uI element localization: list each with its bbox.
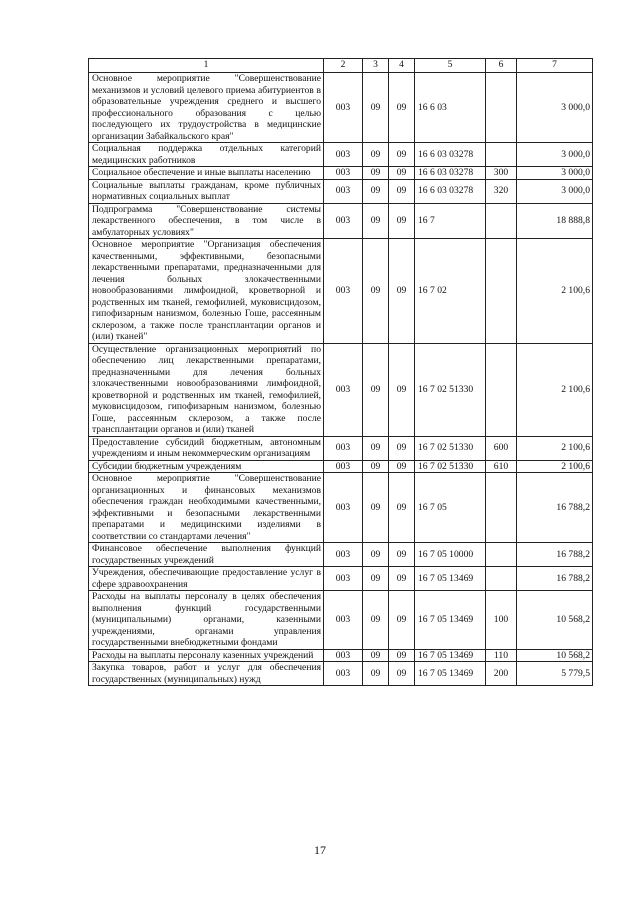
expense-type-code <box>486 543 517 567</box>
amount: 2 100,6 <box>517 460 593 473</box>
column-header-6: 6 <box>486 59 517 73</box>
section-code: 09 <box>363 179 389 203</box>
subsection-code: 09 <box>389 143 415 167</box>
row-name: Основное мероприятие "Совершенствование механизмов и условий целевого приема абитуриентов в образовательные учреждения среднего и высшего профессионального образования с целью последующего их трудоустройства в медицинские организации Забайкальского края" <box>89 73 324 143</box>
amount: 16 788,2 <box>517 567 593 591</box>
subsection-code: 09 <box>389 167 415 180</box>
section-code: 09 <box>363 203 389 239</box>
expense-type-code <box>486 73 517 143</box>
admin-code: 003 <box>324 649 363 662</box>
admin-code: 003 <box>324 179 363 203</box>
admin-code: 003 <box>324 591 363 650</box>
amount: 3 000,0 <box>517 73 593 143</box>
expense-type-code <box>486 239 517 344</box>
table-body <box>89 73 593 686</box>
column-header-5: 5 <box>415 59 486 73</box>
row-name: Финансовое обеспечение выполнения функций государственных учреждений <box>89 543 324 567</box>
expense-type-code <box>486 473 517 543</box>
target-article-code: 16 7 05 13469 <box>415 662 486 686</box>
target-article-code: 16 6 03 03278 <box>415 167 486 180</box>
section-code: 09 <box>363 543 389 567</box>
expense-type-code: 600 <box>486 436 517 460</box>
expense-type-code: 300 <box>486 167 517 180</box>
amount: 2 100,6 <box>517 436 593 460</box>
expense-type-code: 320 <box>486 179 517 203</box>
target-article-code: 16 7 05 10000 <box>415 543 486 567</box>
budget-table <box>88 58 593 686</box>
table-row <box>89 73 593 143</box>
target-article-code: 16 7 02 51330 <box>415 460 486 473</box>
target-article-code: 16 7 05 13469 <box>415 591 486 650</box>
target-article-code: 16 7 05 13469 <box>415 567 486 591</box>
expense-type-code: 200 <box>486 662 517 686</box>
subsection-code: 09 <box>389 436 415 460</box>
expense-type-code <box>486 343 517 436</box>
table-row <box>89 343 593 436</box>
subsection-code: 09 <box>389 649 415 662</box>
row-name: Предоставление субсидий бюджетным, автономным учреждениям и иным некоммерческим организациям <box>89 436 324 460</box>
section-code: 09 <box>363 143 389 167</box>
admin-code: 003 <box>324 239 363 344</box>
table-row <box>89 543 593 567</box>
row-name: Осуществление организационных мероприятий по обеспечению лиц лекарственными препаратами, предназначенными для лечения больных злокачественными новообразованиями лимфоидной, кроветворной и родственных им тканей, гемофилией, муковисцидозом, гипофизарным нанизмом, болезнью Гоше, рассеянным склерозом, а также после трансплантации органов и (или) тканей <box>89 343 324 436</box>
target-article-code: 16 7 02 <box>415 239 486 344</box>
subsection-code: 09 <box>389 460 415 473</box>
row-name: Учреждения, обеспечивающие предоставление услуг в сфере здравоохранения <box>89 567 324 591</box>
table-row <box>89 436 593 460</box>
table-row <box>89 179 593 203</box>
header-row <box>89 59 593 73</box>
section-code: 09 <box>363 567 389 591</box>
row-name: Социальная поддержка отдельных категорий медицинских работников <box>89 143 324 167</box>
subsection-code: 09 <box>389 567 415 591</box>
amount: 5 779,5 <box>517 662 593 686</box>
section-code: 09 <box>363 167 389 180</box>
admin-code: 003 <box>324 167 363 180</box>
admin-code: 003 <box>324 473 363 543</box>
table-row <box>89 239 593 344</box>
table-row <box>89 649 593 662</box>
row-name: Субсидии бюджетным учреждениям <box>89 460 324 473</box>
row-name: Закупка товаров, работ и услуг для обеспечения государственных (муниципальных) нужд <box>89 662 324 686</box>
section-code: 09 <box>363 649 389 662</box>
column-header-3: 3 <box>363 59 389 73</box>
expense-type-code <box>486 567 517 591</box>
amount: 3 000,0 <box>517 167 593 180</box>
subsection-code: 09 <box>389 239 415 344</box>
admin-code: 003 <box>324 203 363 239</box>
subsection-code: 09 <box>389 662 415 686</box>
row-name: Основное мероприятие "Совершенствование организационных и финансовых механизмов обеспечения граждан необходимыми качественными, эффективными и безопасными лекарственными препаратами и медицинскими изделиями в соответствии со стандартами лечения" <box>89 473 324 543</box>
row-name: Расходы на выплаты персоналу казенных учреждений <box>89 649 324 662</box>
subsection-code: 09 <box>389 543 415 567</box>
section-code: 09 <box>363 473 389 543</box>
subsection-code: 09 <box>389 73 415 143</box>
subsection-code: 09 <box>389 203 415 239</box>
amount: 16 788,2 <box>517 543 593 567</box>
amount: 3 000,0 <box>517 143 593 167</box>
row-name: Социальное обеспечение и иные выплаты населению <box>89 167 324 180</box>
section-code: 09 <box>363 343 389 436</box>
target-article-code: 16 6 03 03278 <box>415 179 486 203</box>
amount: 2 100,6 <box>517 239 593 344</box>
section-code: 09 <box>363 662 389 686</box>
expense-type-code: 110 <box>486 649 517 662</box>
column-header-2: 2 <box>324 59 363 73</box>
row-name: Подпрограмма "Совершенствование системы лекарственного обеспечения, в том числе в амбулаторных условиях" <box>89 203 324 239</box>
section-code: 09 <box>363 436 389 460</box>
admin-code: 003 <box>324 662 363 686</box>
section-code: 09 <box>363 239 389 344</box>
expense-type-code: 610 <box>486 460 517 473</box>
admin-code: 003 <box>324 436 363 460</box>
section-code: 09 <box>363 460 389 473</box>
admin-code: 003 <box>324 143 363 167</box>
expense-type-code <box>486 143 517 167</box>
section-code: 09 <box>363 73 389 143</box>
target-article-code: 16 7 05 13469 <box>415 649 486 662</box>
amount: 3 000,0 <box>517 179 593 203</box>
row-name: Расходы на выплаты персоналу в целях обеспечения выполнения функций государственными (муниципальными) органами, казенными учреждениями, органами управления государственными внебюджетными фондами <box>89 591 324 650</box>
target-article-code: 16 7 02 51330 <box>415 436 486 460</box>
subsection-code: 09 <box>389 179 415 203</box>
target-article-code: 16 6 03 <box>415 73 486 143</box>
amount: 2 100,6 <box>517 343 593 436</box>
amount: 10 568,2 <box>517 649 593 662</box>
section-code: 09 <box>363 591 389 650</box>
expense-type-code <box>486 203 517 239</box>
admin-code: 003 <box>324 460 363 473</box>
admin-code: 003 <box>324 567 363 591</box>
expense-type-code: 100 <box>486 591 517 650</box>
table-row <box>89 567 593 591</box>
target-article-code: 16 7 05 <box>415 473 486 543</box>
table-row <box>89 203 593 239</box>
target-article-code: 16 7 <box>415 203 486 239</box>
admin-code: 003 <box>324 73 363 143</box>
amount: 18 888,8 <box>517 203 593 239</box>
target-article-code: 16 7 02 51330 <box>415 343 486 436</box>
column-header-7: 7 <box>517 59 593 73</box>
page-number: 17 <box>314 843 326 857</box>
table-row <box>89 143 593 167</box>
admin-code: 003 <box>324 543 363 567</box>
amount: 10 568,2 <box>517 591 593 650</box>
row-name: Социальные выплаты гражданам, кроме публичных нормативных социальных выплат <box>89 179 324 203</box>
admin-code: 003 <box>324 343 363 436</box>
table-row <box>89 591 593 650</box>
amount: 16 788,2 <box>517 473 593 543</box>
table-row <box>89 460 593 473</box>
subsection-code: 09 <box>389 473 415 543</box>
table-row <box>89 473 593 543</box>
subsection-code: 09 <box>389 343 415 436</box>
subsection-code: 09 <box>389 591 415 650</box>
column-header-1: 1 <box>89 59 324 73</box>
table-row <box>89 167 593 180</box>
row-name: Основное мероприятие "Организация обеспечения качественными, эффективными, безопасными лекарственными препаратами, предназначенными для лечения больных злокачественными новообразованиями лимфоидной, кроветворной и родственных им тканей, гемофилией, муковисцидозом, гипофизарным нанизмом, болезнью Гоше, рассеянным склерозом, а также после трансплантации органов и (или) тканей" <box>89 239 324 344</box>
table-row <box>89 662 593 686</box>
column-header-4: 4 <box>389 59 415 73</box>
target-article-code: 16 6 03 03278 <box>415 143 486 167</box>
